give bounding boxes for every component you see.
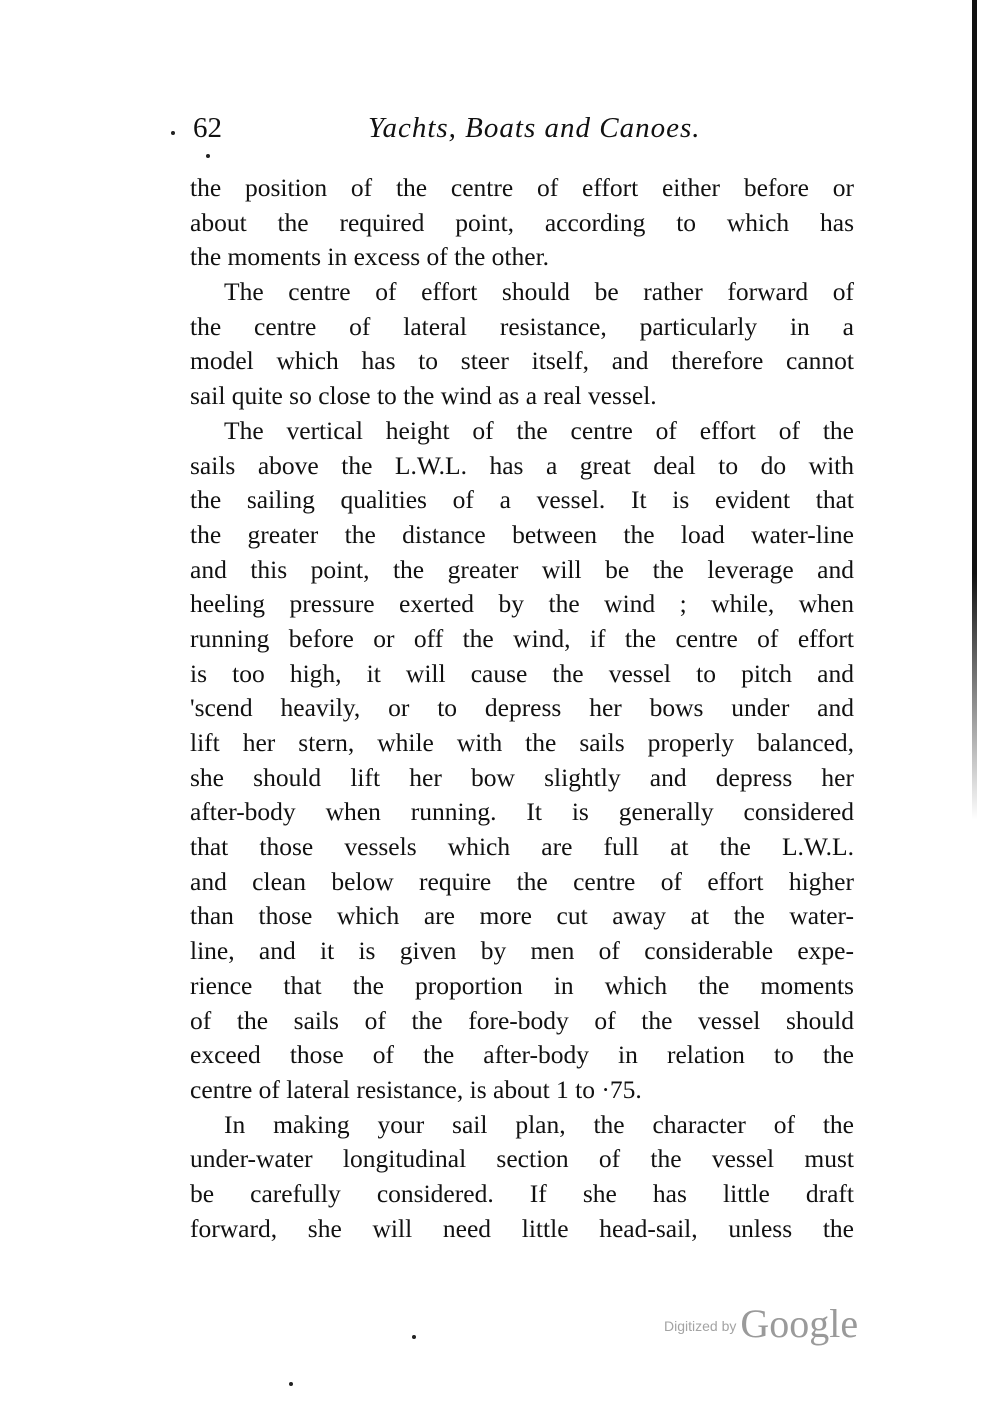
scan-speck: [206, 154, 210, 158]
paragraph: [190, 275, 854, 414]
text-line: after-body when running. It is generally considered: [190, 797, 854, 827]
paragraph: [190, 414, 854, 1108]
text-line: model which has to steer itself, and therefore cannot: [190, 346, 854, 376]
text-line: rience that the proportion in which the moments: [190, 970, 854, 1000]
text-line: sail quite so close to the wind as a real vessel.: [190, 381, 657, 411]
text-line: 'scend heavily, or to depress her bows under and: [190, 693, 854, 723]
body-text: [190, 171, 854, 1246]
text-line: lift her stern, while with the sails properly balanced,: [190, 728, 854, 757]
text-line: running before or off the wind, if the centre of effort: [190, 623, 854, 653]
text-line: under-water longitudinal section of the vessel must: [190, 1144, 854, 1174]
text-line: and clean below require the centre of effort higher: [190, 866, 854, 896]
text-line: of the sails of the fore-body of the vessel should: [190, 1005, 854, 1035]
text-line: is too high, it will cause the vessel to pitch and: [190, 658, 854, 688]
text-line: than those which are more cut away at the water-: [190, 901, 854, 931]
running-title: Yachts, Boats and Canoes.: [368, 112, 701, 144]
text-line: she should lift her bow slightly and depress her: [190, 762, 854, 792]
text-line: and this point, the greater will be the leverage and: [190, 554, 854, 584]
text-line: forward, she will need little head-sail, unless the: [190, 1213, 854, 1243]
text-line: line, and it is given by men of considerable expe-: [190, 936, 854, 966]
text-line: The centre of effort should be rather forward of: [224, 277, 854, 307]
text-line: that those vessels which are full at the L.W.L.: [190, 832, 854, 862]
text-line: the moments in excess of the other.: [190, 242, 550, 272]
page-number: 62: [193, 112, 222, 144]
google-logo: Google: [740, 1301, 859, 1346]
text-line: centre of lateral resistance, is about 1 to ·75.: [190, 1074, 642, 1104]
text-line: sails above the L.W.L. has a great deal to do with: [190, 450, 854, 480]
paragraph: [190, 1108, 854, 1247]
watermark-prefix: Digitized by: [664, 1318, 737, 1334]
scan-speck: [171, 131, 175, 135]
text-line: be carefully considered. If she has little draft: [190, 1178, 854, 1208]
text-line: heeling pressure exerted by the wind ; while, when: [190, 589, 854, 619]
page-header: [0, 112, 988, 152]
text-line: the position of the centre of effort either before or: [190, 173, 854, 202]
text-line: the greater the distance between the load water-line: [190, 519, 854, 549]
scan-speck: [412, 1335, 416, 1339]
text-line: exceed those of the after-body in relation to the: [190, 1040, 854, 1070]
paragraph: [190, 171, 854, 275]
text-line: In making your sail plan, the character of the: [224, 1109, 854, 1139]
text-line: the sailing qualities of a vessel. It is evident that: [190, 485, 854, 515]
scan-speck: [289, 1382, 293, 1386]
text-line: The vertical height of the centre of effort of the: [224, 415, 854, 445]
text-line: about the required point, according to which has: [190, 207, 854, 237]
digitized-watermark: [664, 1300, 858, 1347]
text-line: the centre of lateral resistance, particularly in a: [190, 311, 854, 341]
